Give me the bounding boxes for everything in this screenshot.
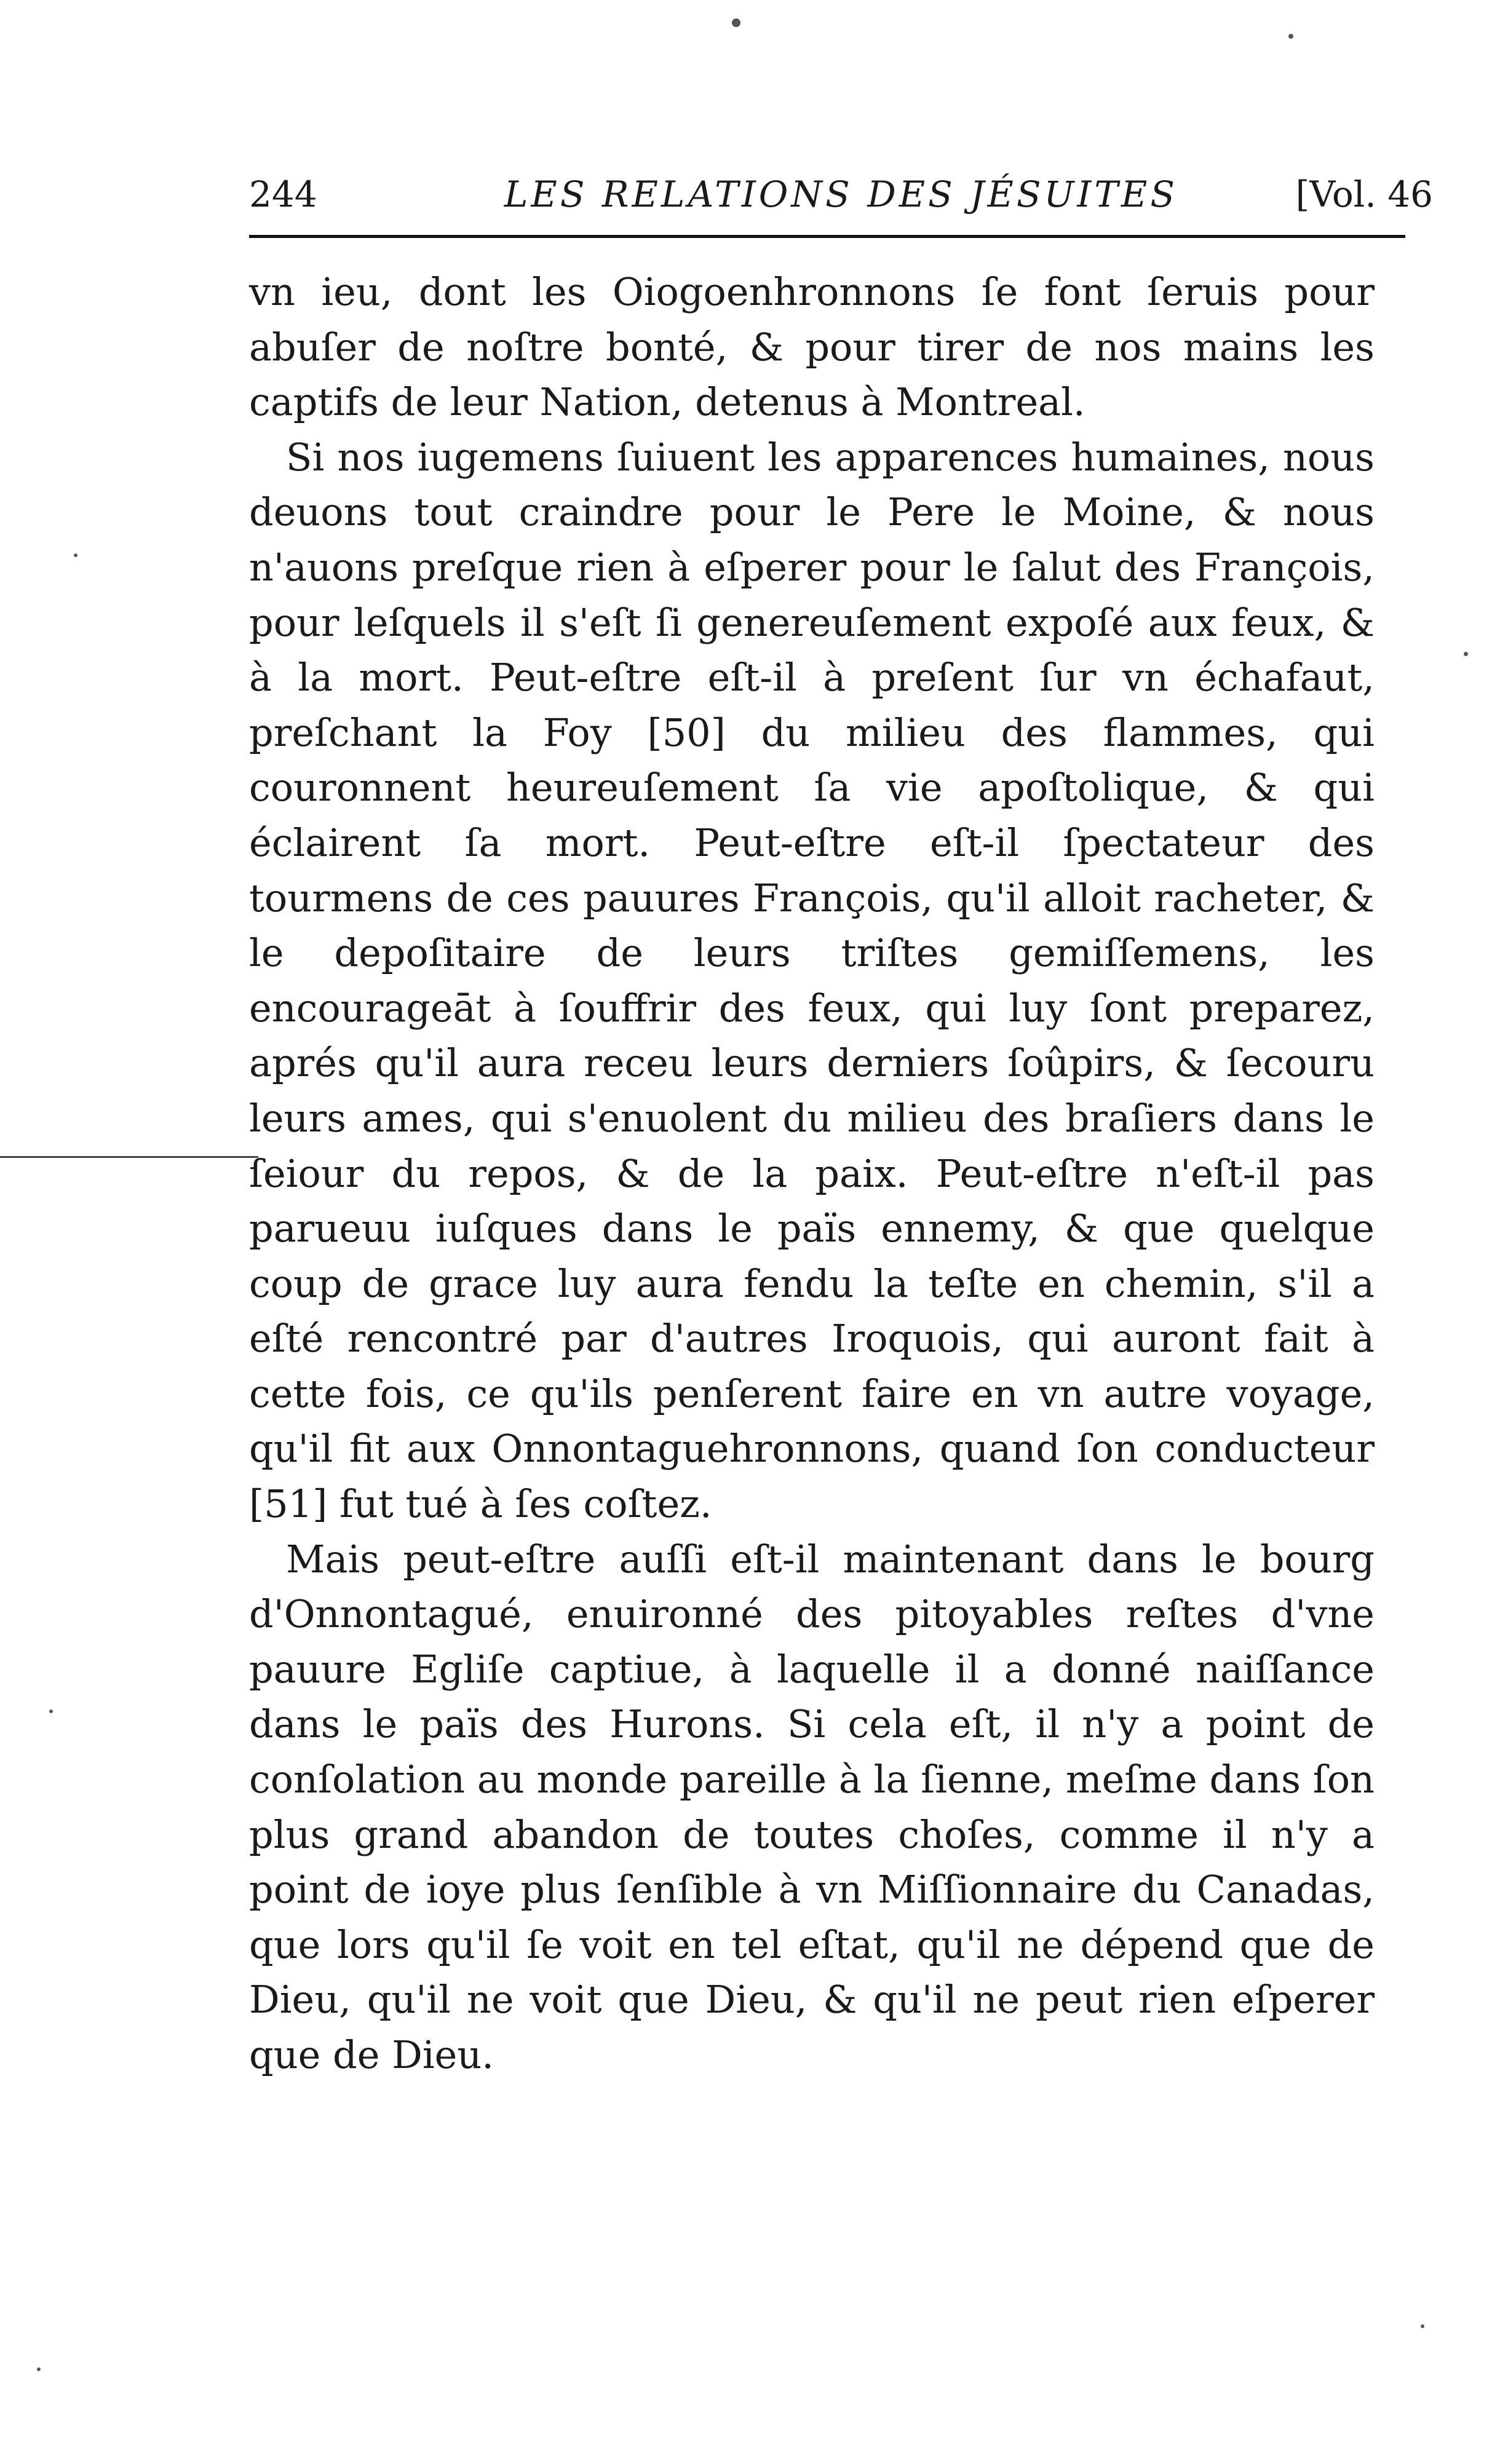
margin-stray-line	[0, 1156, 258, 1158]
header-rule	[249, 235, 1405, 238]
paragraph-2: Si nos iugemens ſuiuent les apparences humaines, nous deuons tout craindre pour le Pere le Moine, & nous n'auons preſque rien à eſperer pour le ſalut des François, pour leſquels il s'eſt ſi genereuſement expoſé aux feux, & à la mort. Peut-eſtre eſt-il à preſent ſur vn échafaut, preſchant la Foy [50] du milieu des flammes, qui couronnent heureuſement ſa vie apoſtolique, & qui éclairent ſa mort. Peut-eſtre eſt-il ſpectateur des tourmens de ces pauures François, qu'il alloit racheter, & le depoſitaire de leurs triſtes gemiſſemens, les encourageāt à ſouffrir des feux, qui luy ſont preparez, aprés qu'il aura receu leurs derniers ſoûpirs, & ſecouru leurs ames, qui s'enuolent du milieu des braſiers dans le ſeiour du repos, & de la paix. Peut-eſtre n'eſt-il pas parueuu iuſques dans le païs ennemy, & que quelque coup de grace luy aura fendu la teſte en chemin, s'il a eſté rencontré par d'autres Iroquois, qui auront fait à cette fois, ce qu'ils penſerent faire en vn autre voyage, qu'il fit aux Onnontaguehronnons, quand ſon conducteur [51] fut tué à ſes coſtez.	[249, 434, 1375, 1527]
body-text	[249, 264, 1375, 2083]
running-title: LES RELATIONS DES JÉSUITES	[504, 173, 1178, 215]
volume-label: [Vol. 46	[1295, 173, 1433, 215]
scan-speck	[74, 553, 77, 557]
scan-speck	[37, 2367, 41, 2371]
paragraph-1: vn ieu, dont les Oiogoenhronnons ſe font ſeruis pour abuſer de noſtre bonté, & pour tirer de nos mains les captifs de leur Nation, detenus à Montreal.	[249, 269, 1375, 425]
paragraph-3: Mais peut-eſtre auſſi eſt-il maintenant dans le bourg d'Onnontagué, enuironné des pitoyables reſtes d'vne pauure Egliſe captiue, à laquelle il a donné naiſſance dans le païs des Hurons. Si cela eſt, il n'y a point de conſolation au monde pareille à la ſienne, meſme dans ſon plus grand abandon de toutes choſes, comme il n'y a point de ioye plus ſenſible à vn Miſſionnaire du Canadas, que lors qu'il ſe voit en tel eſtat, qu'il ne dépend que de Dieu, qu'il ne voit que Dieu, & qu'il ne peut rien eſperer que de Dieu.	[249, 1536, 1375, 2077]
scan-speck	[49, 1709, 53, 1713]
scan-speck	[1288, 34, 1293, 39]
scan-speck	[732, 18, 740, 27]
running-header	[249, 167, 1433, 226]
scan-speck	[1421, 2324, 1424, 2328]
page-number: 244	[249, 173, 317, 215]
scan-speck	[1464, 652, 1468, 656]
